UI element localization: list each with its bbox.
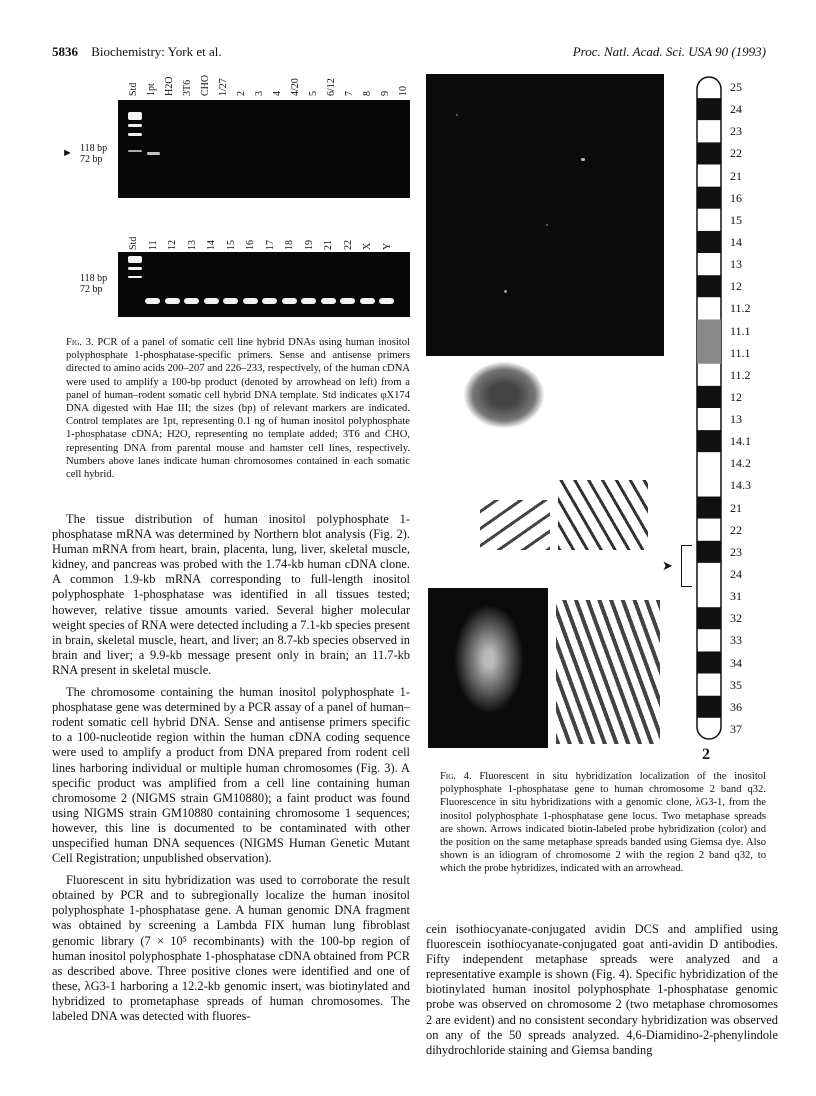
fig4-caption-label: Fig. 4. [440, 771, 472, 782]
ideogram-band-label: 23 [730, 544, 742, 559]
ideogram-band [697, 142, 721, 164]
top-lane-label: 5 [308, 91, 319, 96]
paragraph-fish-continued: cein isothiocyanate-conjugated avidin DCS and amplified using fluorescein isothiocyanate-conjugated goat anti-avidin D antibodies. Fifty independent metaphase spreads were analyzed and a representative example is shown (Fig. 4). Specific hybridization of the biotinylated human inositol polyphosphate 1-phosphatase genomic probe was observed on chromosome 2 (two metaphase chromosomes 2 are evident) and no consistent secondary hybridization was observed on any of the 50 spreads analyzed. 4,6-Diamidino-2-phenylindole dihydrochloride staining and Giemsa banding [426, 922, 778, 1057]
ideogram-svg [695, 76, 723, 740]
ideogram-band [697, 607, 721, 629]
bottom-lane-label: 13 [186, 240, 198, 250]
fig3-bottom-gel [118, 252, 410, 317]
ideogram-band-label: 23 [730, 124, 742, 139]
q32-bracket [681, 545, 692, 587]
ideogram-band [697, 187, 721, 209]
ideogram-band [697, 718, 721, 740]
product-band [145, 298, 160, 304]
ideogram-band [697, 474, 721, 496]
std-band [128, 276, 142, 278]
fig4-caption-text: Fluorescent in situ hybridization localization of the inositol polyphosphate 1-phosphatase gene to human chromosome 2 band q32. Fluorescence in situ hybridizations with a genomic clone, λG3-1, from the inositol polyphosphate 1-phosphatase gene locus. Two metaphase spreads are shown. Arrows indicated biotin-labeled probe hybridization (color) and the position on the same metaphase spreads banded using Giemsa dye. Also shown is an idiogram of chromosome 2 with the region 2 band q32, to which the probe hybridizes, indicated with an arrowhead. [440, 771, 766, 875]
top-lane-label: 6/12 [326, 78, 337, 96]
fig3-caption [66, 336, 410, 481]
top-lane-label: 9 [380, 91, 391, 96]
right-column-body [426, 922, 778, 1058]
ideogram-band [697, 541, 721, 563]
product-band [282, 298, 297, 304]
bottom-lane-label: 16 [245, 240, 256, 250]
ideogram-band [697, 408, 721, 430]
fig3-top-gel [118, 100, 410, 198]
fig3-top-lane-labels [118, 58, 408, 98]
ideogram-band-label: 37 [730, 721, 742, 736]
product-band [301, 298, 316, 304]
ideogram-band-label: 13 [730, 412, 742, 427]
ideogram-band [697, 98, 721, 120]
marker-118-bottom: 118 bp [80, 273, 108, 284]
std-band [128, 256, 142, 263]
std-band [128, 112, 142, 120]
top-lane-label: 8 [362, 91, 373, 96]
ideogram-band [697, 430, 721, 452]
bottom-lane-label: Y [381, 242, 393, 250]
ideogram-band-label: 22 [730, 146, 742, 161]
paragraph-pcr-assay: The chromosome containing the human inositol polyphosphate 1-phosphatase gene was determined by a PCR assay of a panel of human–rodent somatic cell hybrid DNA. Sense and antisense primers specific to a 100-nucleotide region within the human cDNA coding sequence were used to amplify a product from DNA prepared from rodent cell lines harboring individual or multiple human chromosomes (Fig. 3). A specific product was amplified from a cell line containing human chromosome 2 (NIGMS strain GM10880); a faint product was found using NIGMS strain GM10880 containing chromosome 1 sequences; however, this line is documented to be contaminated with other unspecified human DNA sequences (NIGMS Human Genetic Mutant Cell Registration; unpublished observation). [52, 685, 410, 866]
product-band [223, 298, 238, 304]
top-lane-label: 2 [236, 91, 247, 96]
top-lane-label: 3 [254, 91, 265, 96]
ideogram-band-label: 14.2 [730, 456, 751, 471]
ideogram-band-label: 21 [730, 168, 742, 183]
product-band [243, 298, 258, 304]
bottom-lane-label: 22 [342, 240, 354, 250]
ideogram-band [697, 674, 721, 696]
page-number: 5836 [52, 44, 78, 59]
ideogram-band-label: 24 [730, 102, 742, 117]
ideogram-band [697, 696, 721, 718]
pcr-product-band [147, 152, 160, 155]
ideogram-band [697, 563, 721, 585]
std-band [128, 150, 142, 152]
chromosome-2-ideogram [695, 76, 723, 740]
top-lane-label: H2O [164, 76, 175, 96]
bottom-lane-label: X [362, 242, 373, 250]
paragraph-northern-blot: The tissue distribution of human inositol polyphosphate 1-phosphatase mRNA was determined by Northern blot analysis (Fig. 2). Human mRNA from heart, brain, placenta, lung, liver, skeletal muscle, kidney, and pancreas was probed with the 1.74-kb human cDNA clone. A common 1.9-kb mRNA corresponding to full-length inositol polyphosphate 1-phosphatase was identified in all tissues tested; however, relative tissue amounts varied. Several higher molecular weight species of RNA were detected including a 7.1-kb species present in brain, skeletal muscle, heart, and liver; an 8.7-kb species observed in brain and liver; a 9.9-kb message present only in brain; an 11.7-kb RNA present in skeletal muscle. [52, 512, 410, 677]
ideogram-band [697, 629, 721, 651]
bottom-lane-label: Std [128, 236, 139, 250]
ideogram-band-label: 11.2 [730, 301, 751, 316]
ideogram-band-label: 32 [730, 611, 742, 626]
ideogram-band-label: 21 [730, 500, 742, 515]
ideogram-band-label: 12 [730, 389, 742, 404]
ideogram-band [697, 364, 721, 386]
marker-118-top: 118 bp [80, 143, 108, 154]
fish-photo-top [426, 74, 664, 356]
ideogram-band-label: 14 [730, 235, 742, 249]
ideogram-band-label: 24 [730, 567, 742, 581]
top-lane-label: 1pt [146, 83, 157, 96]
ideogram-band [697, 253, 721, 275]
ideogram-band [697, 519, 721, 541]
ideogram-band [697, 497, 721, 519]
ideogram-band [697, 386, 721, 408]
ideogram-band-label: 11.1 [730, 323, 751, 338]
ideogram-band [697, 297, 721, 319]
marker-72-top: 72 bp [80, 154, 103, 165]
q32-arrowhead: ➤ [662, 558, 673, 573]
top-lane-label: 4 [272, 91, 283, 96]
giemsa-spread-top [440, 360, 664, 580]
top-lane-label: Std [128, 82, 139, 96]
product-band [262, 298, 277, 304]
fig4-caption [440, 770, 766, 876]
ideogram-band [697, 165, 721, 187]
ideogram-band-label: 13 [730, 257, 742, 272]
product-band [184, 298, 199, 304]
fish-photo-bottom [428, 588, 548, 748]
ideogram-band-label: 11.2 [730, 367, 751, 382]
ideogram-band [697, 209, 721, 231]
product-band [204, 298, 219, 304]
journal-citation: Proc. Natl. Acad. Sci. USA 90 (1993) [572, 44, 766, 59]
left-column-body [52, 512, 410, 1024]
ideogram-band [697, 120, 721, 142]
top-lane-label: 10 [398, 86, 409, 96]
bottom-lane-label: 18 [284, 240, 295, 250]
ideogram-band-label: 25 [730, 80, 742, 95]
centromere [697, 319, 721, 363]
top-lane-label: 3T6 [182, 79, 193, 96]
bottom-lane-label: 19 [303, 240, 315, 250]
ideogram-band [697, 76, 721, 98]
ideogram-band-label: 36 [730, 699, 742, 714]
ideogram-band-label: 35 [730, 677, 742, 692]
product-band [360, 298, 375, 304]
std-band [128, 124, 142, 127]
ideogram-band [697, 585, 721, 607]
fig3-caption-label: Fig. 3. [66, 337, 94, 348]
bottom-lane-label: 15 [225, 240, 237, 250]
top-lane-label: 1/27 [218, 78, 229, 96]
fig3-bottom-lane-labels [118, 212, 408, 252]
bottom-lane-label: 17 [264, 240, 276, 250]
ideogram-band [697, 275, 721, 297]
running-title: Biochemistry: York et al. [91, 44, 222, 59]
bottom-lane-label: 14 [206, 240, 217, 250]
ideogram-band-label: 14.1 [730, 434, 751, 449]
giemsa-spread-bottom [552, 594, 664, 748]
ideogram-band-label: 11.1 [730, 345, 751, 360]
top-lane-label: 7 [344, 91, 355, 96]
ideogram-band-label: 33 [730, 633, 742, 648]
ideogram-band [697, 231, 721, 253]
fig3-caption-text: PCR of a panel of somatic cell line hybrid DNAs using human inositol polyphosphate 1-phosphatase-specific primers. Sense and antisense primers directed to amino acids 200–207 and 226–233, respectively, of the human cDNA were used to amplify a 100-bp product (denoted by arrowhead on left) from a panel of human–rodent somatic cell hybrid DNA template. Std indicates φX174 DNA digested with Hae III; the sizes (bp) of relevant markers are indicated. Control templates are 1pt, representing 0.1 ng of human inositol polyphosphate 1-phosphatase cDNA; H2O, representing no template added; 3T6 and CHO, representing DNA from parental mouse and hamster cell lines, respectively. Numbers above lanes indicate human chromosomes contained in each somatic cell hybrid. [66, 337, 410, 481]
marker-72-bottom: 72 bp [80, 284, 103, 295]
bottom-lane-label: 21 [323, 240, 334, 250]
ideogram-labels [730, 76, 780, 740]
ideogram-band-label: 14.3 [730, 478, 751, 493]
ideogram-band [697, 452, 721, 474]
ideogram-band-label: 16 [730, 190, 742, 205]
product-band [165, 298, 180, 304]
product-band [379, 298, 394, 304]
std-band [128, 267, 142, 270]
chromosome-number: 2 [702, 746, 710, 763]
bottom-lane-label: 11 [147, 240, 159, 250]
top-lane-label: 4/20 [290, 78, 301, 96]
std-band [128, 133, 142, 136]
ideogram-band [697, 651, 721, 673]
ideogram-band-label: 15 [730, 212, 742, 227]
paragraph-fish: Fluorescent in situ hybridization was used to corroborate the result obtained by PCR and to subregionally localize the human inositol polyphosphate 1-phosphatase gene. A human genomic DNA fragment was obtained by screening a Lambda FIX human lung fibroblast genomic library (7 × 10⁵ recombinants) with the 100-bp region of human inositol polyphosphate 1-phosphatase cDNA obtained from PCR as described above. Three positive clones were identified and one of these, λG3-1 harboring a 12.2-kb genomic insert, was biotinylated and hybridized to prometaphase spreads of human chromosomes. The labeled DNA was detected with fluores- [52, 873, 410, 1023]
product-band [340, 298, 355, 304]
bottom-lane-label: 12 [167, 240, 178, 250]
arrowhead-left: ► [62, 147, 73, 159]
top-lane-label: CHO [200, 74, 211, 96]
ideogram-band-label: 22 [730, 522, 742, 537]
ideogram-band-label: 12 [730, 279, 742, 294]
ideogram-band-label: 34 [730, 655, 742, 670]
ideogram-band-label: 31 [730, 589, 742, 604]
product-band [321, 298, 336, 304]
